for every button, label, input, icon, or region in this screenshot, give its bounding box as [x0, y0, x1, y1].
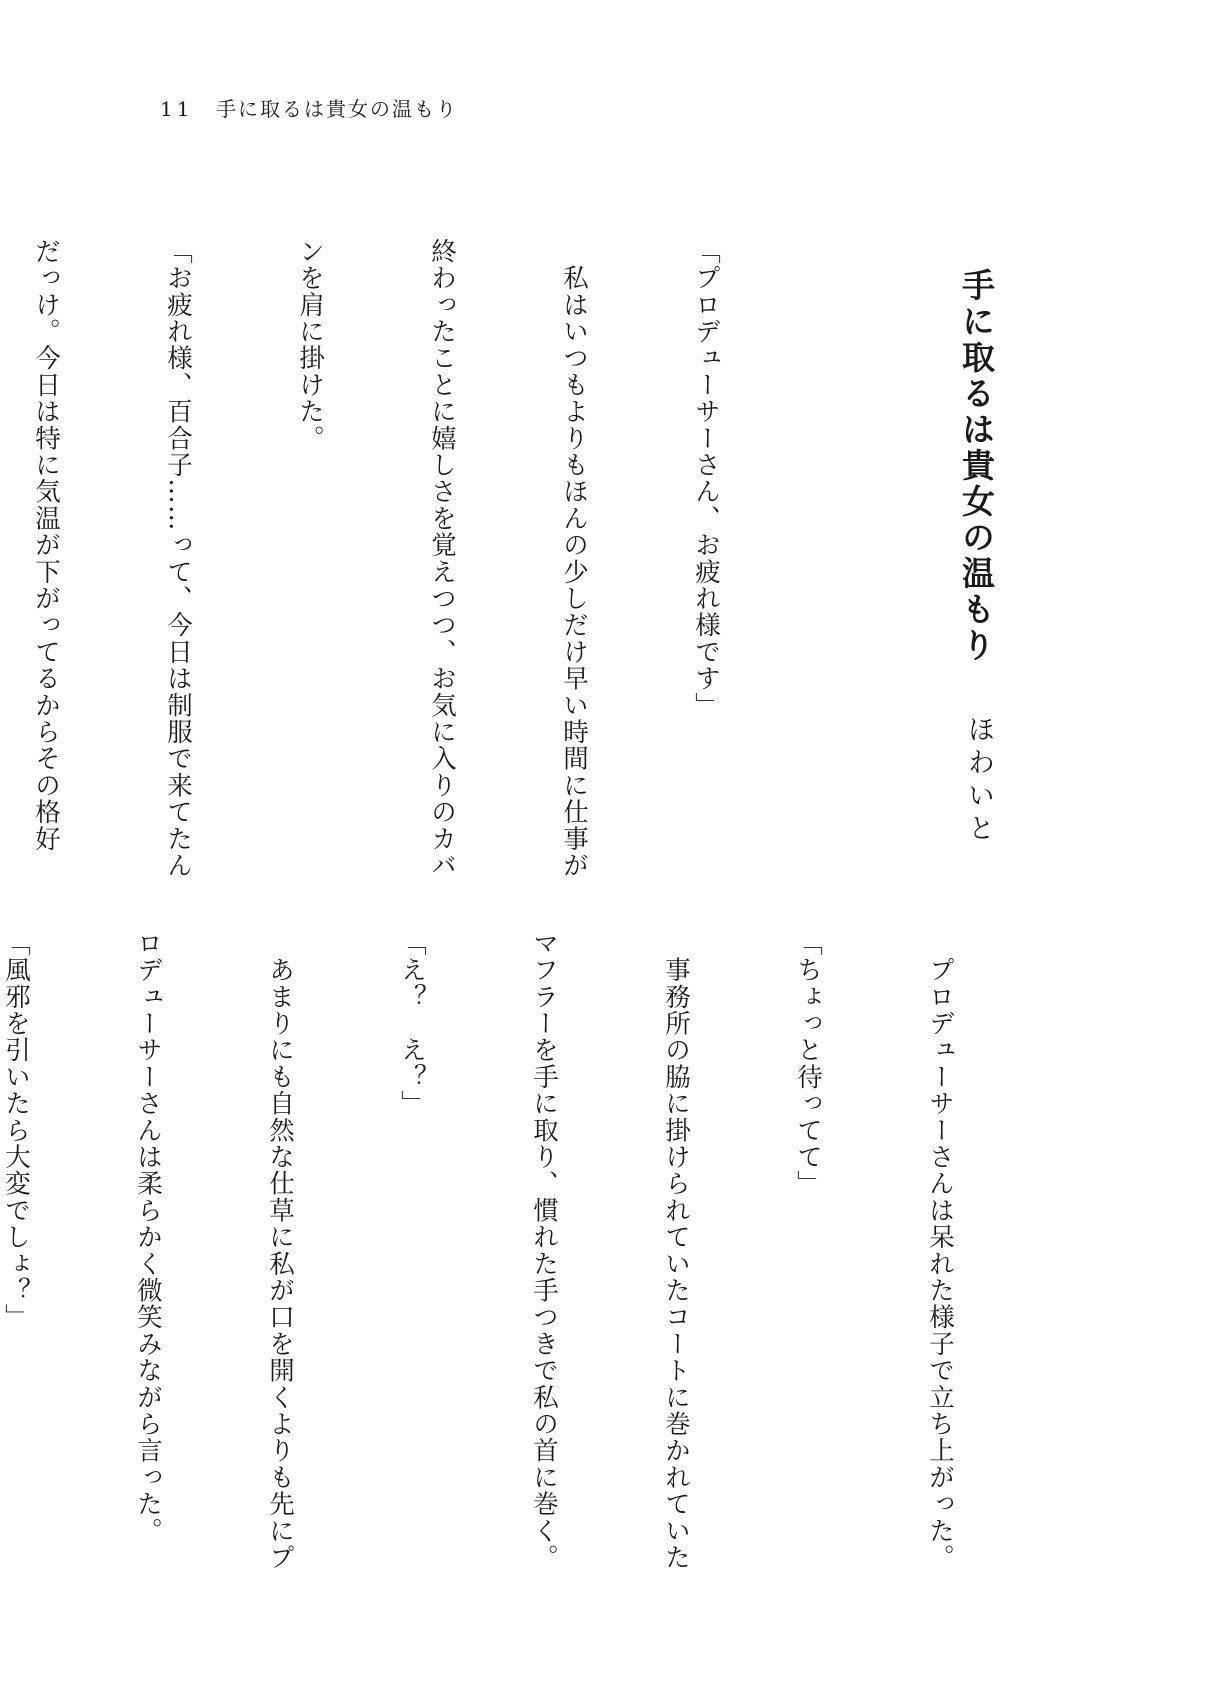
running-header	[160, 93, 458, 122]
text-line: 「ちょっと待ってて」	[793, 930, 823, 1197]
running-title: 手に取るは貴女の温もり	[216, 97, 458, 121]
text-line: 「風邪を引いたら大変でしょ？」	[1, 930, 31, 1331]
text-line: 「プロデューサーさん、お疲れ様です」	[691, 238, 721, 719]
lower-text-block	[0, 930, 1050, 1598]
text-line: 終わったことに嬉しさを覚えつつ、お気に入りのカバ	[427, 238, 457, 879]
text-line: 「お疲れ様、百合子……って、今日は制服で来てたん	[163, 238, 193, 879]
story-title: 手に取るは貴女の温もり	[957, 268, 996, 664]
text-line: 「え？ え？」	[397, 930, 427, 1117]
upper-text-block	[0, 238, 816, 879]
text-line: ンを肩に掛けた。	[295, 238, 325, 452]
text-line: ロデューサーさんは柔らかく微笑みながら言った。	[133, 930, 163, 1545]
text-line: だっけ。今日は特に気温が下がってるからその格好	[31, 238, 61, 853]
text-line: 私はいつもよりもほんの少しだけ早い時間に仕事が	[559, 238, 589, 879]
page-number: 11	[160, 97, 194, 121]
text-line: あまりにも自然な仕草に私が口を開くよりも先にプ	[265, 930, 295, 1571]
text-line: 事務所の脇に掛けられていたコートに巻かれていた	[661, 930, 691, 1571]
text-line: プロデューサーさんは呆れた様子で立ち上がった。	[925, 930, 955, 1571]
text-line: マフラーを手に取り、慣れた手つきで私の首に巻く。	[529, 930, 559, 1571]
story-author: ほわいと	[963, 715, 994, 847]
